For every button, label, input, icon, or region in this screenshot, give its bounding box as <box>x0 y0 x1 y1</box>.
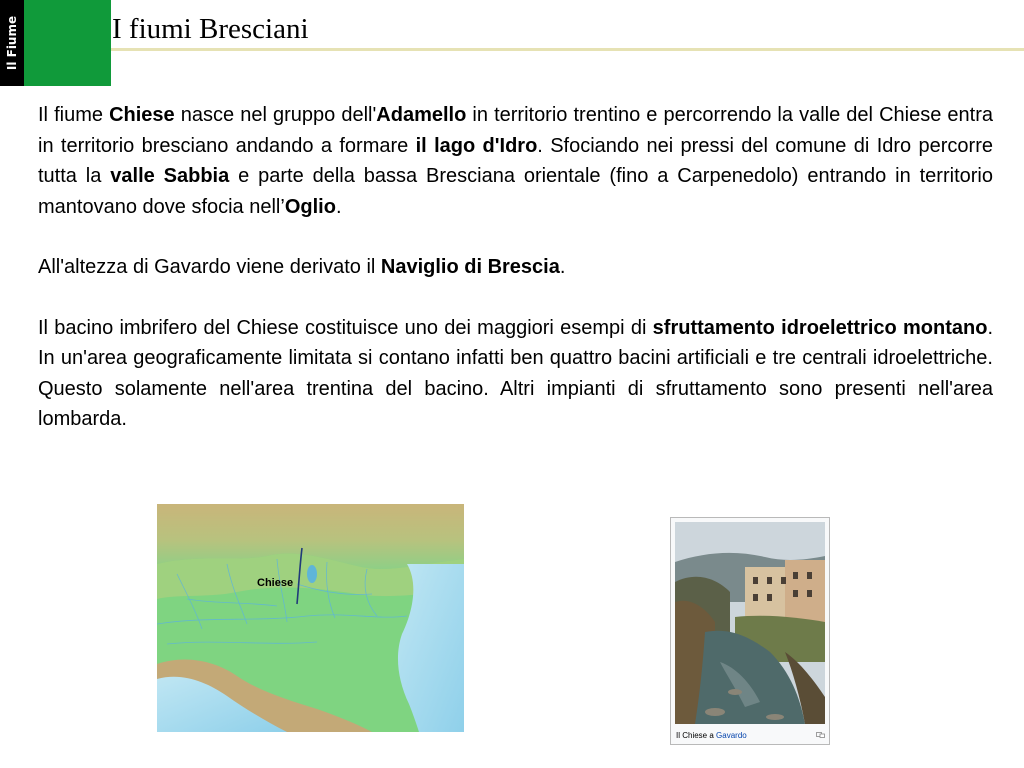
enlarge-icon[interactable] <box>816 732 825 738</box>
title-underline <box>111 48 1024 51</box>
green-header-block <box>24 0 111 86</box>
p1-bold-valle-sabbia: valle Sabbia <box>110 165 230 187</box>
map-graphic <box>157 504 464 732</box>
p1-bold-adamello: Adamello <box>376 104 467 126</box>
p3-text-2: . In un'area geograficamente limitata si contano infatti ben quattro bacini artificiali e tre centrali idroelettriche. Questo solamente nell'area trentina del bacino. Altri impianti di sfruttamento sono presenti nell'area lombarda. <box>38 316 993 430</box>
page-title: I fiumi Bresciani <box>112 13 309 45</box>
side-tab-label: Il Fiume <box>5 15 19 71</box>
caption-text: Il Chiese a <box>676 731 717 740</box>
photo-thumbnail[interactable] <box>670 517 830 745</box>
p1-text-6: . <box>335 195 342 218</box>
river-photo-graphic <box>675 522 825 724</box>
p1-bold-lago-idro: il lago d'Idro <box>415 134 538 157</box>
photo-caption <box>676 731 747 740</box>
caption-link-gavardo[interactable]: Gavardo <box>716 731 747 740</box>
photo-image <box>675 522 825 724</box>
p2-text-2: . <box>559 256 566 278</box>
p2-bold-naviglio: Naviglio di Brescia <box>380 256 560 278</box>
p1-text-3: in territorio trentino e percorrendo la valle del Chiese entra in territorio bresciano andando a formare <box>38 104 993 157</box>
side-tab <box>0 0 24 86</box>
p3-bold-sfruttamento: sfruttamento idroelettrico montano <box>652 316 988 339</box>
paragraph-1 <box>38 100 993 222</box>
p3-text-1: Il bacino imbrifero del Chiese costituisce uno dei maggiori esempi di <box>38 316 653 339</box>
p2-text-1: All'altezza di Gavardo viene derivato il <box>38 256 381 278</box>
paragraph-3 <box>38 313 993 435</box>
body-text <box>38 100 993 465</box>
p1-text-1: Il fiume <box>38 104 110 126</box>
p1-text-2: nasce nel gruppo dell' <box>174 104 377 126</box>
paragraph-2 <box>38 252 993 283</box>
p1-bold-oglio: Oglio <box>284 195 336 218</box>
p1-text-4: . Sfociando nei pressi del comune di Idro percorre tutta la <box>38 134 993 187</box>
p1-text-5: e parte della bassa Bresciana orientale (fino a Carpenedolo) entrando in territorio mantovano dove sfocia nell’ <box>38 165 993 218</box>
p1-bold-chiese: Chiese <box>109 104 175 126</box>
map-label-chiese: Chiese <box>257 577 294 589</box>
river-map <box>157 504 464 732</box>
